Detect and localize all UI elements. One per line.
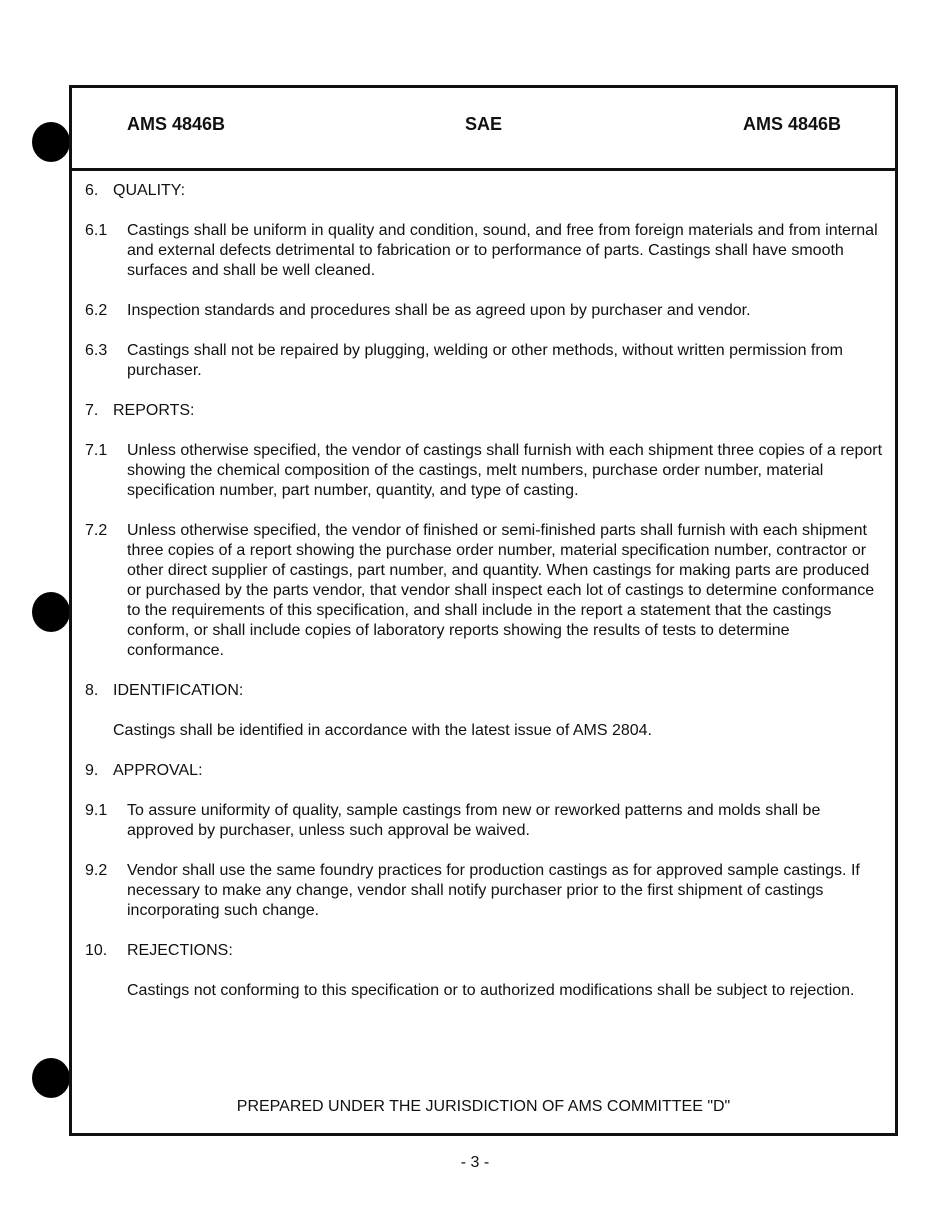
header-right-spec: AMS 4846B bbox=[742, 114, 841, 134]
paragraph-number: 6.3 bbox=[85, 342, 108, 359]
section-heading-rejections bbox=[85, 941, 885, 961]
committee-note: PREPARED UNDER THE JURISDICTION OF AMS COMMITTEE "D" bbox=[236, 1098, 731, 1115]
page-frame bbox=[69, 85, 898, 1136]
paragraph-text: To assure uniformity of quality, sample castings from new or reworked patterns and molds shall be approved by purchaser, unless such approval be waived. bbox=[127, 802, 821, 839]
paragraph-6-1 bbox=[85, 221, 885, 281]
section-number: 10. bbox=[85, 942, 108, 959]
section-heading-approval bbox=[85, 761, 885, 781]
paragraph-8: Castings shall be identified in accordance with the latest issue of AMS 2804. bbox=[113, 722, 652, 739]
section-number: 6. bbox=[85, 182, 99, 199]
paragraph-7-1 bbox=[85, 441, 885, 501]
paragraph-number: 6.2 bbox=[85, 302, 108, 319]
binder-hole-top bbox=[32, 122, 70, 162]
paragraph-9-1 bbox=[85, 801, 885, 841]
paragraph-number: 9.1 bbox=[85, 802, 108, 819]
section-number: 9. bbox=[85, 762, 99, 779]
paragraph-7-2 bbox=[85, 521, 885, 661]
paragraph-9-2 bbox=[85, 861, 885, 921]
section-number: 8. bbox=[85, 682, 99, 699]
section-title: IDENTIFICATION: bbox=[113, 682, 244, 699]
paragraph-text: Unless otherwise specified, the vendor of finished or semi-finished parts shall furnish with each shipment three copies of a report showing the purchase order number, material specification number, contractor or other direct supplier of castings, part number, and quantity. When castings for making parts are produced or purchased by the parts vendor, that vendor shall inspect each lot of castings to determine conformance to the requirements of this specification, and shall include in the report a statement that the castings conform, or shall include copies of laboratory reports showing the results of tests to determine conformance. bbox=[127, 522, 875, 659]
paragraph-text: Vendor shall use the same foundry practices for production castings as for approved sample castings. If necessary to make any change, vendor shall notify purchaser prior to the first shipment of castings incorporating such change. bbox=[127, 862, 860, 919]
paragraph-10: Castings not conforming to this specification or to authorized modifications shall be subject to rejection. bbox=[127, 982, 855, 999]
paragraph-number: 6.1 bbox=[85, 222, 108, 239]
section-title: QUALITY: bbox=[113, 182, 186, 199]
page-number: - 3 - bbox=[460, 1154, 490, 1171]
section-heading-reports bbox=[85, 401, 885, 421]
section-title: REJECTIONS: bbox=[127, 942, 233, 959]
paragraph-6-3 bbox=[85, 341, 885, 381]
document-body bbox=[85, 181, 885, 1021]
binder-hole-middle bbox=[32, 592, 70, 632]
document-header bbox=[72, 88, 895, 171]
header-org: SAE bbox=[464, 114, 502, 134]
paragraph-number: 9.2 bbox=[85, 862, 108, 879]
paragraph-number: 7.1 bbox=[85, 442, 108, 459]
section-heading-quality bbox=[85, 181, 885, 201]
section-number: 7. bbox=[85, 402, 99, 419]
paragraph-text: Unless otherwise specified, the vendor of castings shall furnish with each shipment three copies of a report showing the chemical composition of the castings, melt numbers, purchase order number, material specification number, part number, quantity, and type of casting. bbox=[127, 442, 883, 499]
section-title: APPROVAL: bbox=[113, 762, 203, 779]
section-title: REPORTS: bbox=[113, 402, 195, 419]
binder-hole-bottom bbox=[32, 1058, 70, 1098]
paragraph-number: 7.2 bbox=[85, 522, 108, 539]
header-left-spec: AMS 4846B bbox=[127, 114, 226, 134]
paragraph-text: Castings shall not be repaired by plugging, welding or other methods, without written permission from purchaser. bbox=[127, 342, 843, 379]
paragraph-text: Castings shall be uniform in quality and condition, sound, and free from foreign materials and from internal and external defects detrimental to fabrication or to performance of parts. Castings shall have smooth surfaces and shall be well cleaned. bbox=[127, 222, 878, 279]
paragraph-6-2 bbox=[85, 301, 885, 321]
section-heading-identification bbox=[85, 681, 885, 701]
paragraph-text: Inspection standards and procedures shall be as agreed upon by purchaser and vendor. bbox=[127, 302, 751, 319]
